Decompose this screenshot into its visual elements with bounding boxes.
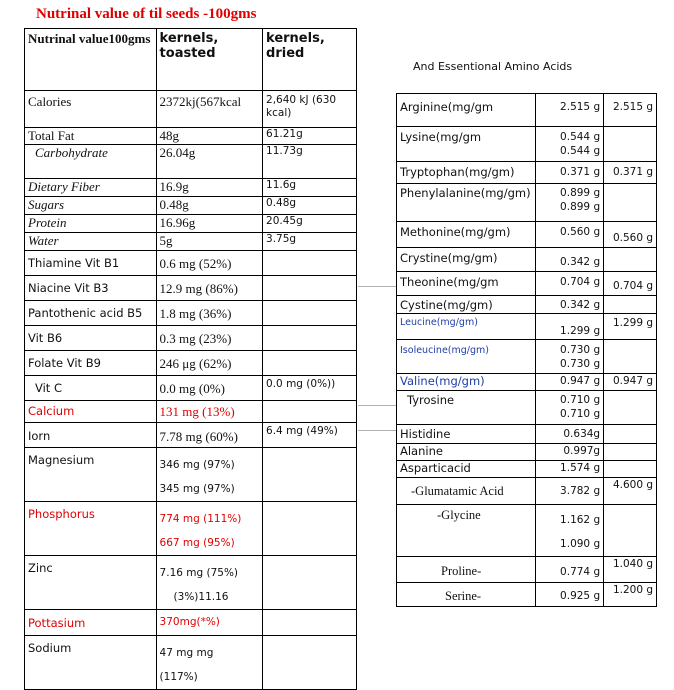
amino-label: Tryptophan(mg/gm)	[397, 162, 536, 184]
toasted-value: 0.0 mg (0%)	[156, 376, 262, 401]
table-row	[25, 197, 357, 215]
table-row	[25, 91, 357, 128]
amino-acids-heading: And Essentional Amino Acids	[413, 60, 573, 73]
row-label: Carbohydrate	[25, 145, 157, 179]
amino-value	[604, 184, 657, 222]
amino-label: Valine(mg/gm)	[397, 374, 536, 391]
table-row	[397, 272, 657, 296]
table-row	[25, 179, 357, 197]
amino-label: Isoleucine(mg/gm)	[397, 340, 536, 374]
row-label: Water	[25, 233, 157, 251]
amino-value: 0.899 g	[560, 201, 601, 213]
amino-label: Crystine(mg/gm)	[397, 248, 536, 272]
table-row	[25, 376, 357, 401]
amino-label: Cystine(mg/gm)	[397, 296, 536, 314]
toasted-value: 1.8 mg (36%)	[156, 301, 262, 326]
toasted-value: (3%)11.16	[173, 591, 229, 603]
amino-label: Theonine(mg/gm	[397, 272, 536, 296]
amino-value	[604, 425, 657, 444]
toasted-value: 26.04g	[156, 145, 262, 179]
amino-label: Phenylalanine(mg/gm)	[397, 184, 536, 222]
table-row	[397, 583, 657, 607]
amino-value: 0.560 g	[535, 222, 603, 248]
toasted-value: 5g	[156, 233, 262, 251]
amino-label: Tyrosine	[397, 391, 536, 425]
amino-value: 1.040 g	[604, 557, 657, 583]
dried-value	[263, 326, 357, 351]
amino-value	[604, 248, 657, 272]
amino-value: 1.200 g	[604, 583, 657, 607]
row-label: Phosphorus	[25, 502, 157, 556]
amino-value: 0.710 g	[560, 408, 601, 420]
connector-line	[358, 286, 396, 287]
dried-value	[263, 610, 357, 636]
nutrition-table	[24, 28, 357, 690]
amino-label: Proline-	[397, 557, 536, 583]
table-row	[25, 636, 357, 690]
table-row	[25, 276, 357, 301]
amino-value: 0.710 g	[560, 394, 601, 406]
amino-value: 2.515 g	[535, 94, 603, 127]
amino-value: 0.899 g	[560, 187, 601, 199]
table-row	[25, 423, 357, 448]
amino-label: -Glycine	[397, 505, 536, 557]
row-label: Protein	[25, 215, 157, 233]
amino-label: Methonine(mg/gm)	[397, 222, 536, 248]
table-row	[397, 127, 657, 162]
table-row	[25, 556, 357, 610]
amino-value: 0.544 g	[560, 131, 601, 143]
toasted-value: 370mg(*%)	[156, 610, 262, 636]
table-row	[25, 251, 357, 276]
amino-value: 0.342 g	[535, 296, 603, 314]
row-label: Thiamine Vit B1	[25, 251, 157, 276]
toasted-value: (117%)	[159, 671, 198, 683]
toasted-value: 131 mg (13%)	[156, 401, 262, 423]
dried-value	[263, 448, 357, 502]
page-title: Nutrinal value of til seeds -100gms	[36, 6, 257, 22]
amino-value: 1.299 g	[535, 314, 603, 340]
connector-line	[358, 430, 396, 431]
amino-value: 0.947 g	[604, 374, 657, 391]
amino-label: Histidine	[397, 425, 536, 444]
header-dried: kernels, dried	[263, 29, 357, 91]
row-label: Magnesium	[25, 448, 157, 502]
dried-value	[263, 251, 357, 276]
dried-value	[263, 636, 357, 690]
dried-value: 11.73g	[263, 145, 357, 179]
amino-value	[604, 340, 657, 374]
amino-value: 4.600 g	[604, 478, 657, 505]
table-row	[25, 145, 357, 179]
amino-value: 3.782 g	[535, 478, 603, 505]
table-row	[397, 296, 657, 314]
amino-value: 1.162 g	[560, 514, 601, 526]
amino-label: Lysine(mg/gm	[397, 127, 536, 162]
toasted-value: 12.9 mg (86%)	[156, 276, 262, 301]
amino-value: 0.704 g	[535, 272, 603, 296]
dried-value	[263, 556, 357, 610]
table-row	[25, 610, 357, 636]
table-row	[25, 215, 357, 233]
amino-label: Leucine(mg/gm)	[397, 314, 536, 340]
row-label: Total Fat	[25, 128, 157, 145]
row-label: Vit C	[25, 376, 157, 401]
table-header-row	[25, 29, 357, 91]
amino-label: Alanine	[397, 444, 536, 461]
amino-label: -Glumatamic Acid	[397, 478, 536, 505]
row-label: Niacine Vit B3	[25, 276, 157, 301]
amino-acids-table	[396, 93, 657, 607]
dried-value: 0.48g	[263, 197, 357, 215]
toasted-value: 246 μg (62%)	[156, 351, 262, 376]
table-row	[25, 128, 357, 145]
dried-value	[263, 401, 357, 423]
table-row	[397, 222, 657, 248]
amino-value: 2.515 g	[604, 94, 657, 127]
dried-value: 2,640 kJ (630 kcal)	[263, 91, 357, 128]
amino-value: 1.574 g	[535, 461, 603, 478]
toasted-value: 667 mg (95%)	[159, 537, 235, 549]
toasted-value: 2372kj(567kcal	[156, 91, 262, 128]
dried-value	[263, 502, 357, 556]
amino-value: 0.371 g	[535, 162, 603, 184]
table-row	[25, 401, 357, 423]
amino-value: 0.704 g	[604, 272, 657, 296]
toasted-value: 774 mg (111%)	[159, 513, 242, 525]
dried-value	[263, 301, 357, 326]
toasted-value: 0.6 mg (52%)	[156, 251, 262, 276]
amino-value: 0.560 g	[604, 222, 657, 248]
dried-value: 11.6g	[263, 179, 357, 197]
table-row	[397, 478, 657, 505]
row-label: Folate Vit B9	[25, 351, 157, 376]
table-row	[25, 301, 357, 326]
row-label: Sugars	[25, 197, 157, 215]
amino-value: 0.774 g	[535, 557, 603, 583]
amino-value: 0.925 g	[535, 583, 603, 607]
header-toasted: kernels, toasted	[156, 29, 262, 91]
toasted-value: 16.9g	[156, 179, 262, 197]
toasted-value: 47 mg mg	[159, 647, 214, 659]
table-row	[397, 248, 657, 272]
amino-value: 0.997g	[535, 444, 603, 461]
row-label: Pantothenic acid B5	[25, 301, 157, 326]
amino-value: 1.090 g	[560, 538, 601, 550]
dried-value: 6.4 mg (49%)	[263, 423, 357, 448]
amino-value: 0.947 g	[535, 374, 603, 391]
amino-value: 0.730 g	[560, 344, 601, 356]
amino-value: 0.544 g	[560, 145, 601, 157]
amino-value: 0.371 g	[604, 162, 657, 184]
table-row	[25, 326, 357, 351]
table-row	[397, 374, 657, 391]
table-row	[397, 425, 657, 444]
table-row	[397, 444, 657, 461]
toasted-value: 7.16 mg (75%)	[159, 567, 239, 579]
toasted-value: 7.78 mg (60%)	[156, 423, 262, 448]
table-row	[397, 184, 657, 222]
amino-value: 0.730 g	[560, 358, 601, 370]
row-label: Calcium	[25, 401, 157, 423]
row-label: Zinc	[25, 556, 157, 610]
dried-value	[263, 351, 357, 376]
toasted-value: 345 mg (97%)	[159, 483, 235, 495]
dried-value	[263, 276, 357, 301]
table-row	[397, 94, 657, 127]
row-label: Vit B6	[25, 326, 157, 351]
amino-value: 0.634g	[535, 425, 603, 444]
table-row	[25, 448, 357, 502]
amino-value	[604, 505, 657, 557]
amino-label: Serine-	[397, 583, 536, 607]
row-label: Dietary Fiber	[25, 179, 157, 197]
toasted-value: 0.48g	[156, 197, 262, 215]
table-row	[25, 502, 357, 556]
toasted-value: 48g	[156, 128, 262, 145]
row-label: Pottasium	[25, 610, 157, 636]
dried-value: 20.45g	[263, 215, 357, 233]
table-row	[397, 340, 657, 374]
amino-label: Arginine(mg/gm	[397, 94, 536, 127]
row-label: Calories	[25, 91, 157, 128]
amino-value	[604, 444, 657, 461]
amino-label: Asparticacid	[397, 461, 536, 478]
table-row	[397, 162, 657, 184]
row-label: Sodium	[25, 636, 157, 690]
table-row	[397, 557, 657, 583]
amino-value	[604, 461, 657, 478]
dried-value: 3.75g	[263, 233, 357, 251]
amino-value: 0.342 g	[535, 248, 603, 272]
amino-value	[604, 391, 657, 425]
toasted-value: 16.96g	[156, 215, 262, 233]
dried-value: 61.21g	[263, 128, 357, 145]
table-row	[397, 314, 657, 340]
toasted-value: 346 mg (97%)	[159, 459, 235, 471]
table-row	[397, 391, 657, 425]
row-label: Iorn	[25, 423, 157, 448]
header-nutrient: Nutrinal value100gms	[25, 29, 157, 91]
amino-value	[604, 127, 657, 162]
dried-value: 0.0 mg (0%))	[263, 376, 357, 401]
table-row	[25, 351, 357, 376]
amino-value: 1.299 g	[604, 314, 657, 340]
table-row	[25, 233, 357, 251]
connector-line	[358, 405, 396, 406]
table-row	[397, 461, 657, 478]
toasted-value: 0.3 mg (23%)	[156, 326, 262, 351]
table-row	[397, 505, 657, 557]
amino-value	[604, 296, 657, 314]
